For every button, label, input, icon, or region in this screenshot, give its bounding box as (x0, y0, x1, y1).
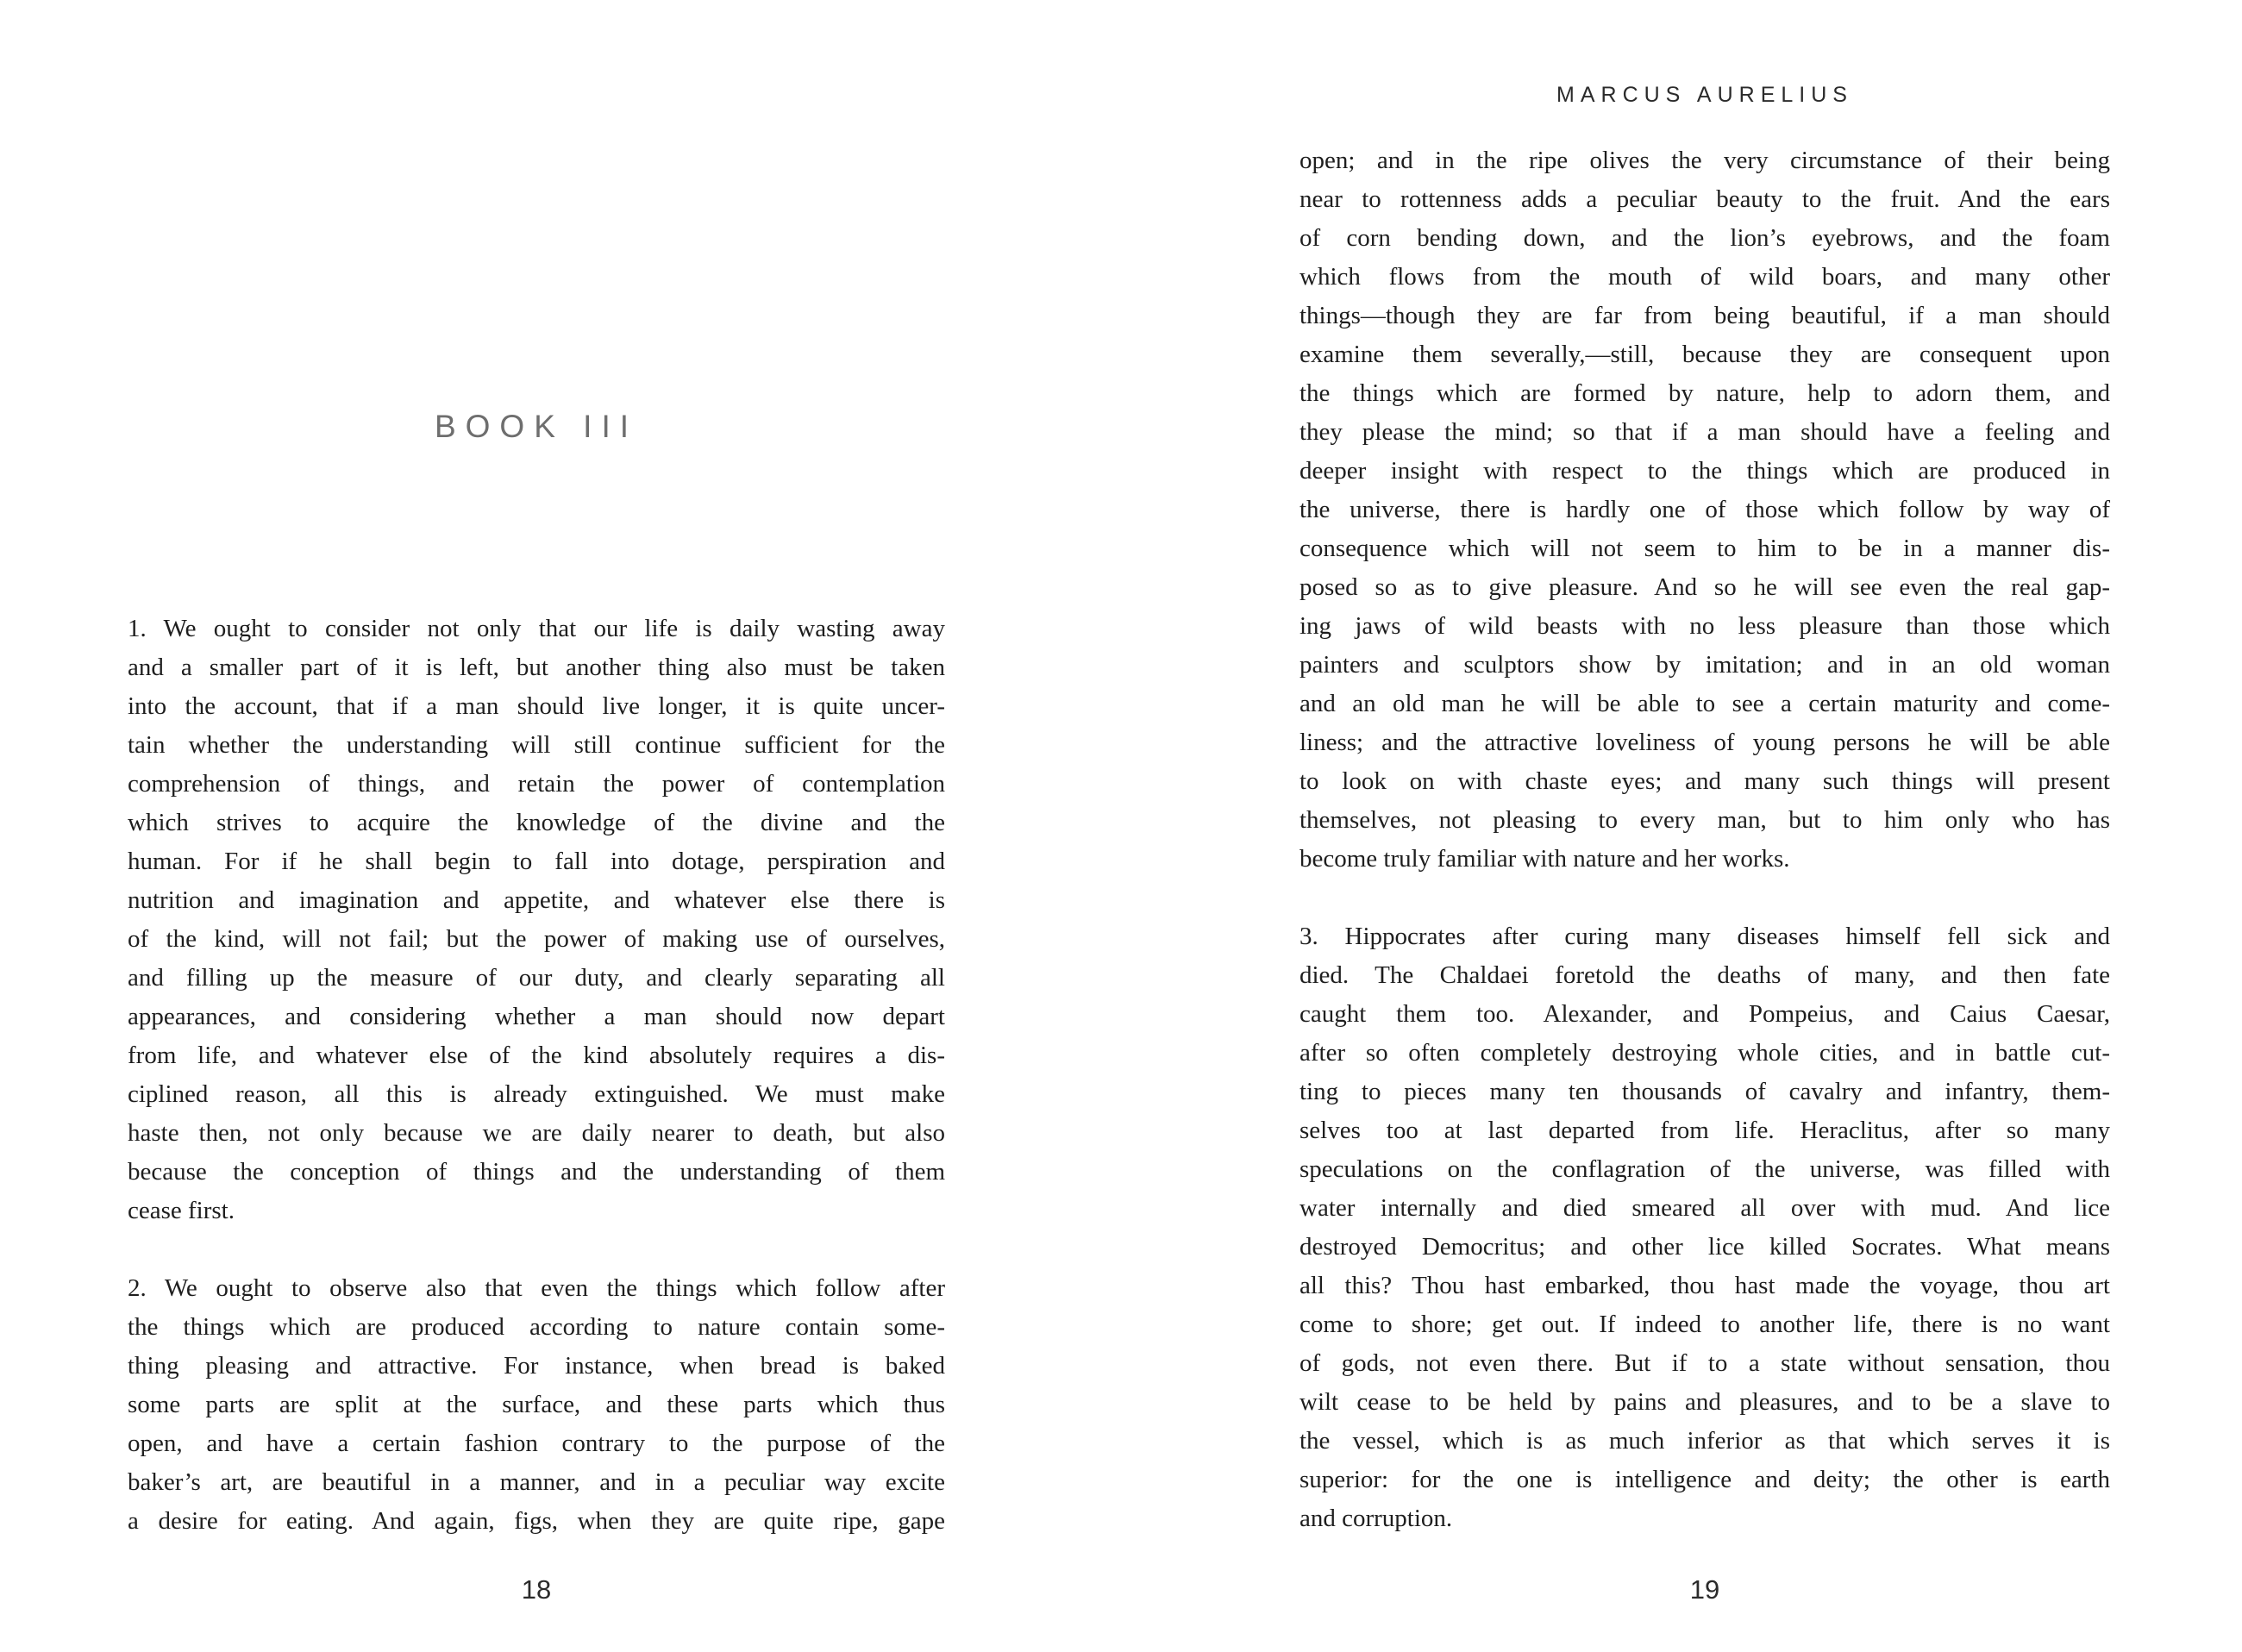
text-line: themselves, not pleasing to every man, but to him only who has (1299, 806, 2110, 834)
text-line: ciplined reason, all this is already extinguished. We must make (128, 1080, 945, 1108)
text-line: and a smaller part of it is left, but another thing also must be taken (128, 654, 945, 681)
text-line: human. For if he shall begin to fall into dotage, perspiration and (128, 848, 945, 875)
text-line: a desire for eating. And again, figs, when they are quite ripe, gape (128, 1507, 945, 1535)
text-line: become truly familiar with nature and her works. (1299, 845, 1790, 873)
text-line: which flows from the mouth of wild boars, and many other (1299, 263, 2110, 291)
chapter-heading: BOOK III (434, 409, 639, 444)
text-line: died. The Chaldaei foretold the deaths of many, and then fate (1299, 961, 2110, 989)
text-line: of gods, not even there. But if to a state without sensation, thou (1299, 1349, 2110, 1377)
text-line: the things which are formed by nature, help to adorn them, and (1299, 379, 2110, 407)
text-line: all this? Thou hast embarked, thou hast made the voyage, thou art (1299, 1272, 2110, 1299)
text-line: destroyed Democritus; and other lice killed Socrates. What means (1299, 1233, 2110, 1261)
text-line: tain whether the understanding will still continue sufficient for the (128, 731, 945, 759)
text-line: selves too at last departed from life. Heraclitus, after so many (1299, 1117, 2110, 1144)
text-line: after so often completely destroying whole cities, and in battle cut- (1299, 1039, 2110, 1067)
text-line: from life, and whatever else of the kind absolutely requires a dis- (128, 1042, 945, 1069)
text-line: examine them severally,—still, because they are consequent upon (1299, 341, 2110, 368)
text-line: posed so as to give pleasure. And so he will see even the real gap- (1299, 573, 2110, 601)
text-line: open, and have a certain fashion contrary to the purpose of the (128, 1430, 945, 1457)
paragraph (128, 1269, 945, 1541)
text-line: appearances, and considering whether a man should now depart (128, 1003, 945, 1030)
text-line: because the conception of things and the understanding of them (128, 1158, 945, 1186)
page-number-right: 19 (1689, 1574, 1720, 1605)
text-line: speculations on the conflagration of the universe, was filled with (1299, 1155, 2110, 1183)
text-line: and an old man he will be able to see a certain maturity and come- (1299, 690, 2110, 717)
text-line: the things which are produced according to nature contain some- (128, 1313, 945, 1341)
text-line: painters and sculptors show by imitation; and in an old woman (1299, 651, 2110, 679)
text-line: come to shore; get out. If indeed to another life, there is no want (1299, 1311, 2110, 1338)
text-line: they please the mind; so that if a man should have a feeling and (1299, 418, 2110, 446)
text-line: baker’s art, are beautiful in a manner, and in a peculiar way excite (128, 1468, 945, 1496)
text-line: of corn bending down, and the lion’s eyebrows, and the foam (1299, 224, 2110, 252)
text-line: haste then, not only because we are daily nearer to death, but also (128, 1119, 945, 1147)
text-line: water internally and died smeared all over with mud. And lice (1299, 1194, 2110, 1222)
text-line: which strives to acquire the knowledge of the divine and the (128, 809, 945, 836)
paragraph (128, 610, 945, 1230)
text-line: comprehension of things, and retain the power of contemplation (128, 770, 945, 798)
text-line: open; and in the ripe olives the very circumstance of their being (1299, 147, 2110, 174)
text-line: the universe, there is hardly one of those which follow by way of (1299, 496, 2110, 523)
text-line: nutrition and imagination and appetite, and whatever else there is (128, 886, 945, 914)
paragraph (1299, 141, 2110, 879)
right-page-body (1299, 141, 2110, 1538)
text-line: deeper insight with respect to the things which are produced in (1299, 457, 2110, 485)
text-line: superior: for the one is intelligence and deity; the other is earth (1299, 1466, 2110, 1493)
text-line: of the kind, will not fail; but the power of making use of ourselves, (128, 925, 945, 953)
text-line: liness; and the attractive loveliness of young persons he will be able (1299, 729, 2110, 756)
text-line: cease first. (128, 1197, 235, 1224)
page-number-left: 18 (521, 1574, 552, 1605)
running-header: MARCUS AURELIUS (1556, 83, 1853, 107)
text-line: 2. We ought to observe also that even the things which follow after (128, 1274, 945, 1302)
text-line: 3. Hippocrates after curing many diseases himself fell sick and (1299, 923, 2110, 950)
text-line: into the account, that if a man should live longer, it is quite uncer- (128, 692, 945, 720)
text-line: consequence which will not seem to him to be in a manner dis- (1299, 535, 2110, 562)
text-line: ting to pieces many ten thousands of cavalry and infantry, them- (1299, 1078, 2110, 1105)
text-line: things—though they are far from being beautiful, if a man should (1299, 302, 2110, 329)
text-line: wilt cease to be held by pains and pleasures, and to be a slave to (1299, 1388, 2110, 1416)
text-line: and corruption. (1299, 1505, 1453, 1532)
text-line: and filling up the measure of our duty, and clearly separating all (128, 964, 945, 992)
text-line: to look on with chaste eyes; and many such things will present (1299, 767, 2110, 795)
text-line: caught them too. Alexander, and Pompeius, and Caius Caesar, (1299, 1000, 2110, 1028)
text-line: ing jaws of wild beasts with no less pleasure than those which (1299, 612, 2110, 640)
text-line: near to rottenness adds a peculiar beauty to the fruit. And the ears (1299, 185, 2110, 213)
text-line: the vessel, which is as much inferior as that which serves it is (1299, 1427, 2110, 1455)
text-line: some parts are split at the surface, and these parts which thus (128, 1391, 945, 1418)
text-line: thing pleasing and attractive. For instance, when bread is baked (128, 1352, 945, 1380)
left-page-body (128, 610, 945, 1541)
paragraph (1299, 917, 2110, 1538)
text-line: 1. We ought to consider not only that our life is daily wasting away (128, 615, 945, 642)
